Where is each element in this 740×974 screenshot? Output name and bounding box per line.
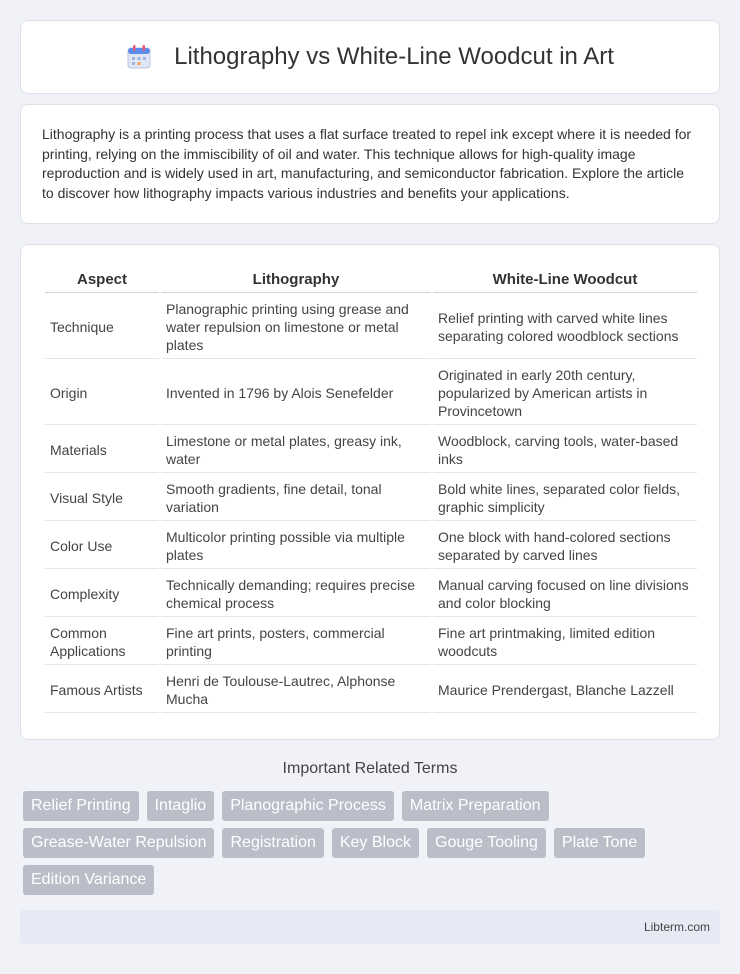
table-row: [45, 475, 697, 521]
tag-relief-printing[interactable]: Relief Printing: [23, 791, 139, 821]
footer: [20, 910, 720, 944]
row-aspect: Famous Artists: [45, 667, 159, 713]
row-lithography: Smooth gradients, fine detail, tonal variation: [161, 475, 431, 521]
row-aspect: Materials: [45, 427, 159, 473]
row-lithography: Invented in 1796 by Alois Senefelder: [161, 361, 431, 425]
tag-matrix-preparation[interactable]: Matrix Preparation: [402, 791, 549, 821]
header-card: [20, 20, 720, 94]
tag-key-block[interactable]: Key Block: [332, 828, 419, 858]
calendar-icon: [126, 44, 152, 70]
row-lithography: Technically demanding; requires precise chemical process: [161, 571, 431, 617]
row-lithography: Limestone or metal plates, greasy ink, water: [161, 427, 431, 473]
row-aspect: Visual Style: [45, 475, 159, 521]
comparison-card: [20, 244, 720, 740]
row-woodcut: Manual carving focused on line divisions and color blocking: [433, 571, 697, 617]
column-header-woodcut: White-Line Woodcut: [433, 267, 697, 293]
row-aspect: Complexity: [45, 571, 159, 617]
row-woodcut: One block with hand-colored sections separated by carved lines: [433, 523, 697, 569]
row-woodcut: Bold white lines, separated color fields, graphic simplicity: [433, 475, 697, 521]
row-woodcut: Maurice Prendergast, Blanche Lazzell: [433, 667, 697, 713]
table-row: [45, 619, 697, 665]
footer-site-link[interactable]: Libterm.com: [643, 920, 710, 934]
row-woodcut: Woodblock, carving tools, water-based inks: [433, 427, 697, 473]
row-aspect: Origin: [45, 361, 159, 425]
row-woodcut: Relief printing with carved white lines separating colored woodblock sections: [433, 295, 697, 359]
comparison-table: [43, 265, 699, 715]
tag-registration[interactable]: Registration: [222, 828, 323, 858]
tag-grease-water-repulsion[interactable]: Grease-Water Repulsion: [23, 828, 214, 858]
table-row: [45, 427, 697, 473]
tag-intaglio[interactable]: Intaglio: [147, 791, 215, 821]
table-row: [45, 523, 697, 569]
tag-plate-tone[interactable]: Plate Tone: [554, 828, 645, 858]
related-terms-title: Important Related Terms: [282, 760, 458, 777]
tag-gouge-tooling[interactable]: Gouge Tooling: [427, 828, 546, 858]
table-header-row: [45, 267, 697, 293]
row-aspect: Color Use: [45, 523, 159, 569]
row-lithography: Multicolor printing possible via multiple plates: [161, 523, 431, 569]
intro-card: [20, 104, 720, 224]
row-lithography: Planographic printing using grease and water repulsion on limestone or metal plates: [161, 295, 431, 359]
table-row: [45, 295, 697, 359]
tag-edition-variance[interactable]: Edition Variance: [23, 865, 154, 895]
table-row: [45, 667, 697, 713]
tag-list: [20, 791, 720, 895]
intro-text: Lithography is a printing process that uses a flat surface treated to repel ink except where it is needed for printing, relying on the immiscibility of oil and water. This technique allows for high-quality image reproduction and is widely used in art, manufacturing, and semiconductor fabrication. Explore the article to discover how lithography impacts various industries and benefits your applications.: [42, 126, 692, 201]
related-terms-section: [20, 760, 720, 895]
table-row: [45, 571, 697, 617]
row-woodcut: Originated in early 20th century, popularized by American artists in Provincetown: [433, 361, 697, 425]
row-aspect: Technique: [45, 295, 159, 359]
row-lithography: Henri de Toulouse-Lautrec, Alphonse Mucha: [161, 667, 431, 713]
tag-planographic-process[interactable]: Planographic Process: [222, 791, 394, 821]
page-title: Lithography vs White-Line Woodcut in Art: [174, 43, 614, 70]
row-aspect: Common Applications: [45, 619, 159, 665]
column-header-lithography: Lithography: [161, 267, 431, 293]
column-header-aspect: Aspect: [45, 267, 159, 293]
row-lithography: Fine art prints, posters, commercial printing: [161, 619, 431, 665]
row-woodcut: Fine art printmaking, limited edition woodcuts: [433, 619, 697, 665]
table-row: [45, 361, 697, 425]
